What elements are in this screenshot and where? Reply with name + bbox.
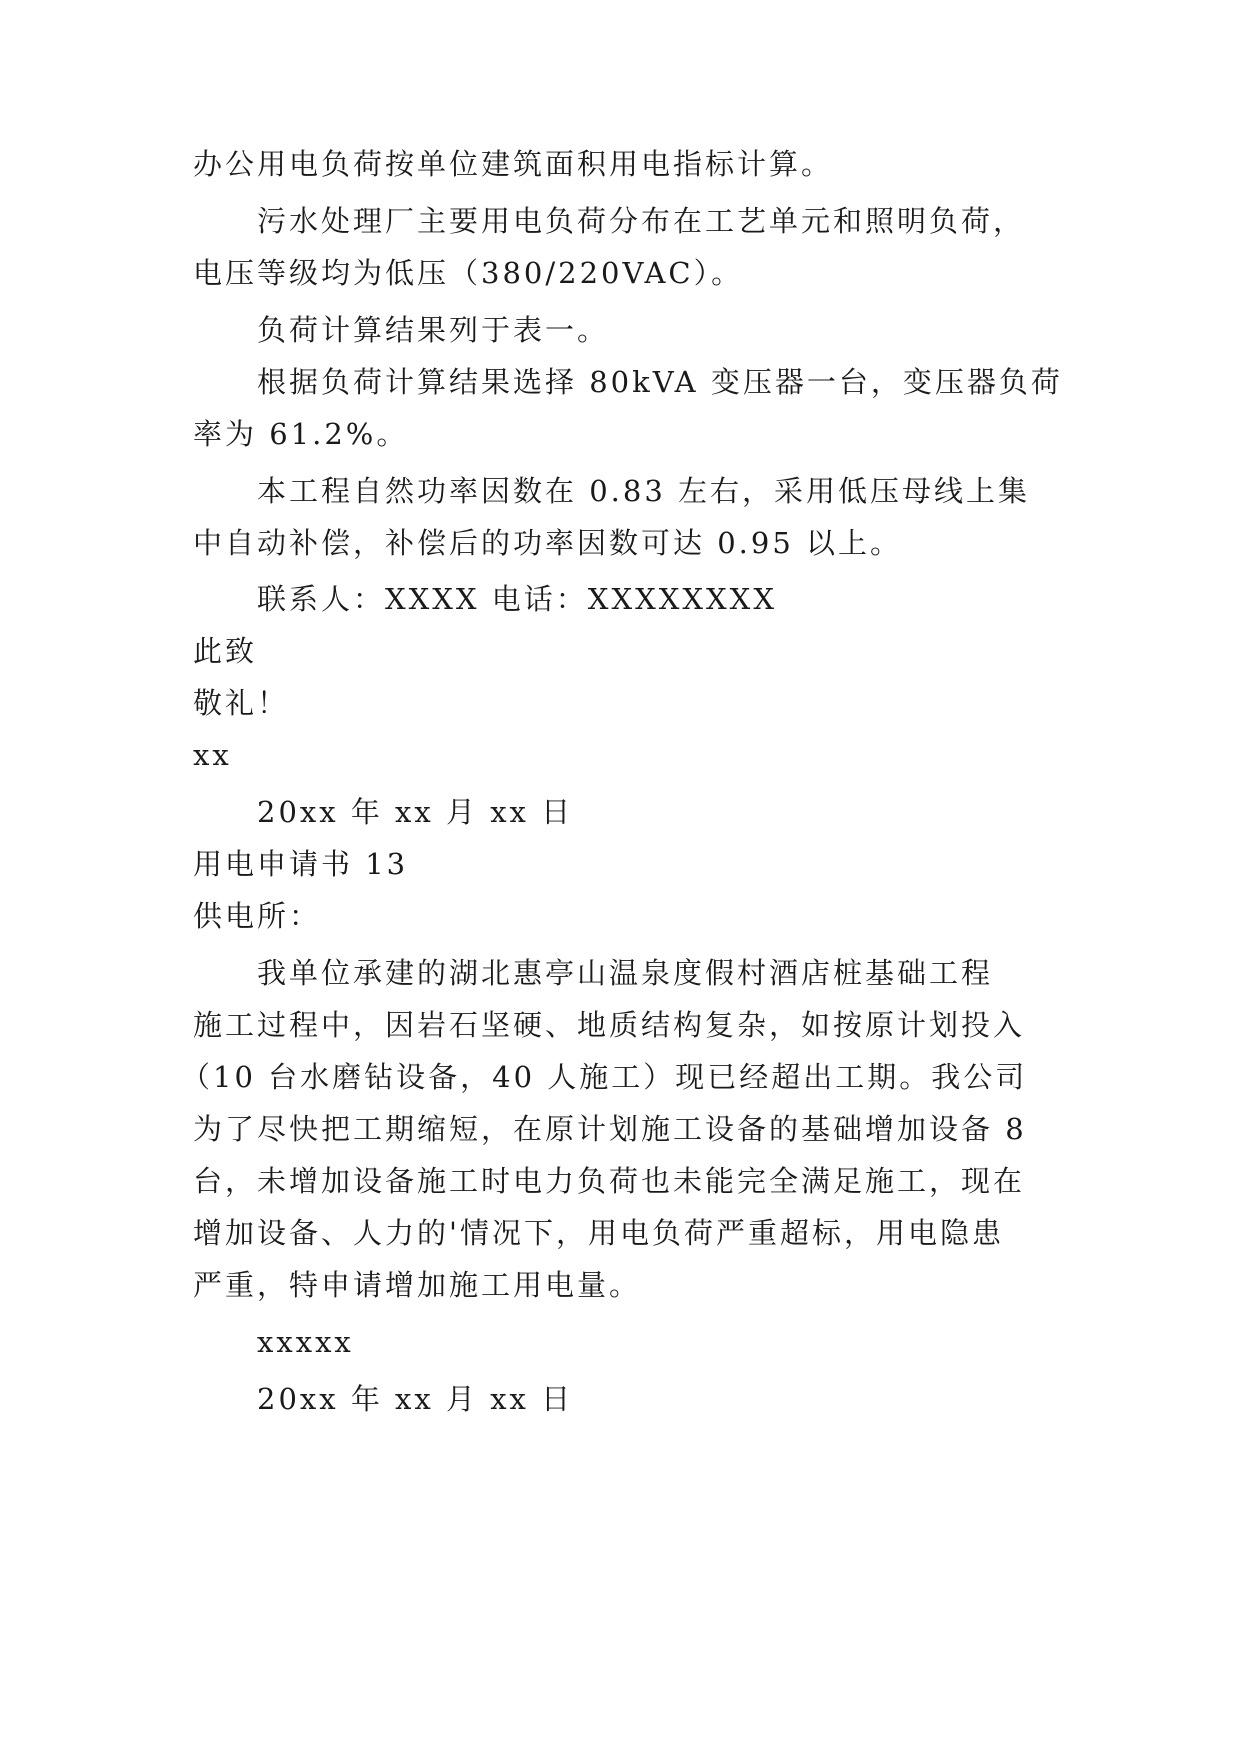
text-line: 中自动补偿，补偿后的功率因数可达 0.95 以上。 (193, 526, 903, 560)
text-line: 办公用电负荷按单位建筑面积用电指标计算。 (193, 147, 834, 181)
text-line: 污水处理厂主要用电负荷分布在工艺单元和照明负荷， (257, 204, 1026, 238)
date-line: 20xx 年 xx 月 xx 日 (257, 1382, 574, 1416)
text-line: 严重，特申请增加施工用电量。 (193, 1268, 642, 1302)
text-line: 负荷计算结果列于表一。 (257, 313, 610, 347)
text-line: 增加设备、人力的'情况下，用电负荷严重超标，用电隐患 (193, 1216, 1004, 1250)
text-line: 电压等级均为低压（380/220VAC）。 (193, 256, 744, 290)
text-line: 根据负荷计算结果选择 80kVA 变压器一台，变压器负荷 (257, 365, 1063, 399)
closing-regards: 敬礼！ (193, 686, 290, 720)
text-line: 台，未增加设备施工时电力负荷也未能完全满足施工，现在 (193, 1164, 1026, 1198)
recipient: 供电所： (193, 899, 322, 933)
text-line: 为了尽快把工期缩短，在原计划施工设备的基础增加设备 8 (193, 1112, 1027, 1146)
signature: xx (193, 738, 232, 772)
closing-salutation: 此致 (193, 634, 258, 668)
section-title: 用电申请书 13 (193, 847, 409, 881)
text-line: 率为 61.2%。 (193, 417, 409, 451)
text-line: 我单位承建的湖北惠亭山温泉度假村酒店桩基础工程 (257, 956, 994, 990)
date-line: 20xx 年 xx 月 xx 日 (257, 795, 574, 829)
contact-line: 联系人：XXXX 电话：XXXXXXXX (257, 582, 777, 616)
text-line: （10 台水磨钻设备，40 人施工）现已经超出工期。我公司 (181, 1060, 1028, 1094)
text-line: 施工过程中，因岩石坚硬、地质结构复杂，如按原计划投入 (193, 1008, 1026, 1042)
text-line: 本工程自然功率因数在 0.83 左右，采用低压母线上集 (257, 474, 1031, 508)
signature: xxxxx (257, 1325, 354, 1359)
